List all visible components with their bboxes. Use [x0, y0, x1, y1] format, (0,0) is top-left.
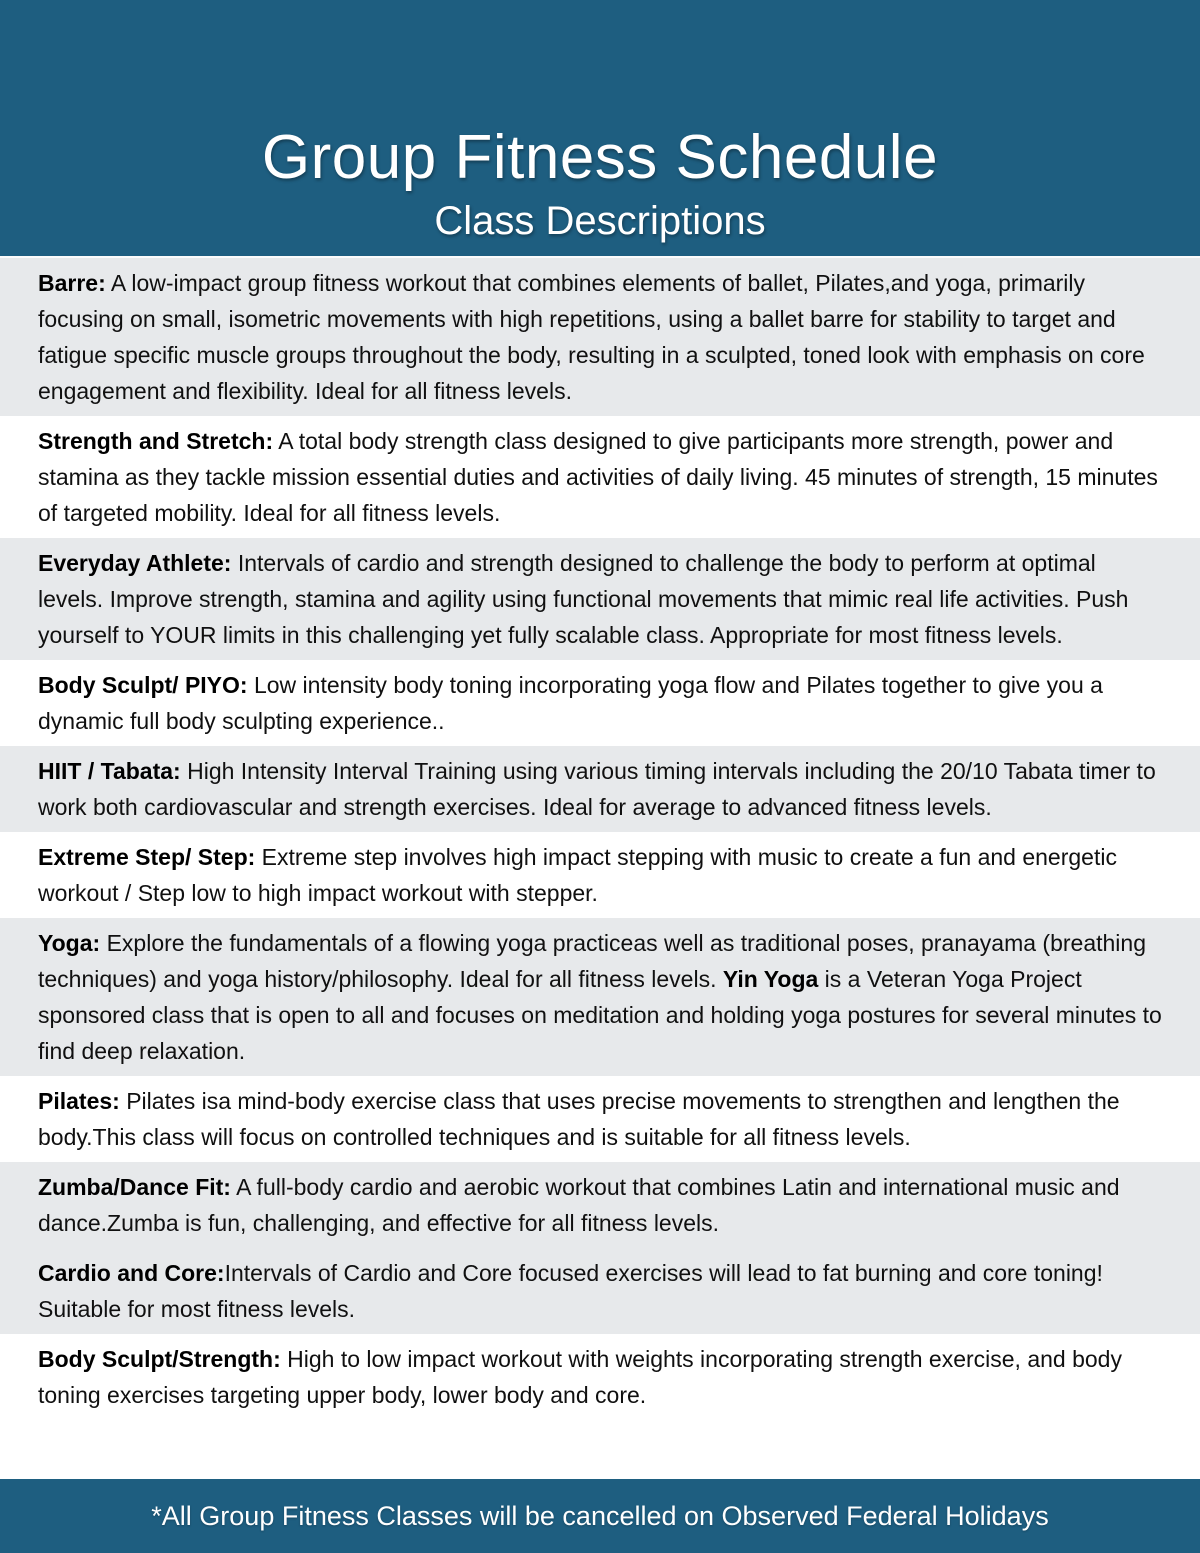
class-description: [38, 265, 1162, 409]
class-description-text: Explore the fundamentals of a flowing yoga practiceas well as traditional poses, pranayama (breathing techniques) and yoga history/philosophy. Ideal for all fitness levels.: [38, 930, 1147, 992]
page-title: Group Fitness Schedule: [261, 123, 939, 192]
class-name-label: Yoga:: [38, 930, 101, 956]
class-row-extreme-step: [0, 832, 1200, 918]
class-description: [38, 423, 1162, 531]
class-description: [38, 667, 1162, 739]
class-row-hiit-tabata: [0, 746, 1200, 832]
class-row-pilates: [0, 1076, 1200, 1162]
class-name-label: Body Sculpt/Strength:: [38, 1346, 281, 1372]
header-banner: [0, 0, 1200, 258]
class-description: [38, 1169, 1162, 1241]
class-description-text: Intervals of Cardio and Core focused exercises will lead to fat burning and core toning! Suitable for most fitness levels.: [38, 1260, 1103, 1322]
class-name-label: Zumba/Dance Fit:: [38, 1174, 231, 1200]
class-name-label: HIIT / Tabata:: [38, 758, 181, 784]
class-name-label: Strength and Stretch:: [38, 428, 274, 454]
class-row-zumba-dance-fit: [0, 1162, 1200, 1248]
class-name-label: Body Sculpt/ PIYO:: [38, 672, 248, 698]
class-description-text: A low-impact group fitness workout that combines elements of ballet, Pilates,and yoga, primarily focusing on small, isometric movements with high repetitions, using a ballet barre for stability to target and fatigue specific muscle groups throughout the body, resulting in a sculpted, toned look with emphasis on core engagement and flexibility. Ideal for all fitness levels.: [38, 270, 1145, 404]
class-description-text: Intervals of cardio and strength designed to challenge the body to perform at optimal levels. Improve strength, stamina and agility using functional movements that mimic real life activities. Push yourself to YOUR limits in this challenging yet fully scalable class. Appropriate for most fitness levels.: [38, 550, 1129, 648]
class-row-barre: [0, 258, 1200, 416]
class-name-label: Barre:: [38, 270, 106, 296]
class-row-everyday-athlete: [0, 538, 1200, 660]
footer-bar: [0, 1479, 1200, 1553]
class-description-text: Extreme step involves high impact stepping with music to create a fun and energetic workout / Step low to high impact workout with stepper.: [38, 844, 1117, 906]
class-name-label: Everyday Athlete:: [38, 550, 232, 576]
class-name-label: Pilates:: [38, 1088, 120, 1114]
class-name-label: Cardio and Core:: [38, 1260, 225, 1286]
class-description-text: A total body strength class designed to give participants more strength, power and stamina as they tackle mission essential duties and activities of daily living. 45 minutes of strength, 15 minutes of targeted mobility. Ideal for all fitness levels.: [38, 428, 1158, 526]
class-description: [38, 1255, 1162, 1327]
class-description: [38, 753, 1162, 825]
class-description-text: High to low impact workout with weights incorporating strength exercise, and body toning exercises targeting upper body, lower body and core.: [38, 1346, 1122, 1408]
class-description-text: A full-body cardio and aerobic workout that combines Latin and international music and dance.Zumba is fun, challenging, and effective for all fitness levels.: [38, 1174, 1120, 1236]
class-description: [38, 839, 1162, 911]
holiday-cancellation-note: *All Group Fitness Classes will be cancelled on Observed Federal Holidays: [151, 1500, 1049, 1531]
class-row-yoga: [0, 918, 1200, 1076]
yin-yoga-inline-label: Yin Yoga: [722, 966, 819, 992]
class-description-text: High Intensity Interval Training using various timing intervals including the 20/10 Tabata timer to work both cardiovascular and strength exercises. Ideal for average to advanced fitness levels.: [38, 758, 1156, 820]
class-description: [38, 925, 1162, 1069]
class-description-text-continued: is a Veteran Yoga Project sponsored class that is open to all and focuses on meditation and holding yoga postures for several minutes to find deep relaxation.: [38, 966, 1162, 1064]
page-subtitle: Class Descriptions: [434, 199, 766, 243]
class-row-cardio-and-core: [0, 1248, 1200, 1334]
class-row-strength-and-stretch: [0, 416, 1200, 538]
class-description: [38, 1341, 1162, 1413]
class-row-body-sculpt-strength: [0, 1334, 1200, 1420]
class-description-text: Pilates isa mind-body exercise class that uses precise movements to strengthen and lengthen the body.This class will focus on controlled techniques and is suitable for all fitness levels.: [38, 1088, 1120, 1150]
class-description-text: Low intensity body toning incorporating yoga flow and Pilates together to give you a dynamic full body sculpting experience..: [38, 672, 1103, 734]
class-row-body-sculpt-piyo: [0, 660, 1200, 746]
class-description: [38, 545, 1162, 653]
class-description-list: [0, 258, 1200, 1479]
class-name-label: Extreme Step/ Step:: [38, 844, 256, 870]
class-description: [38, 1083, 1162, 1155]
